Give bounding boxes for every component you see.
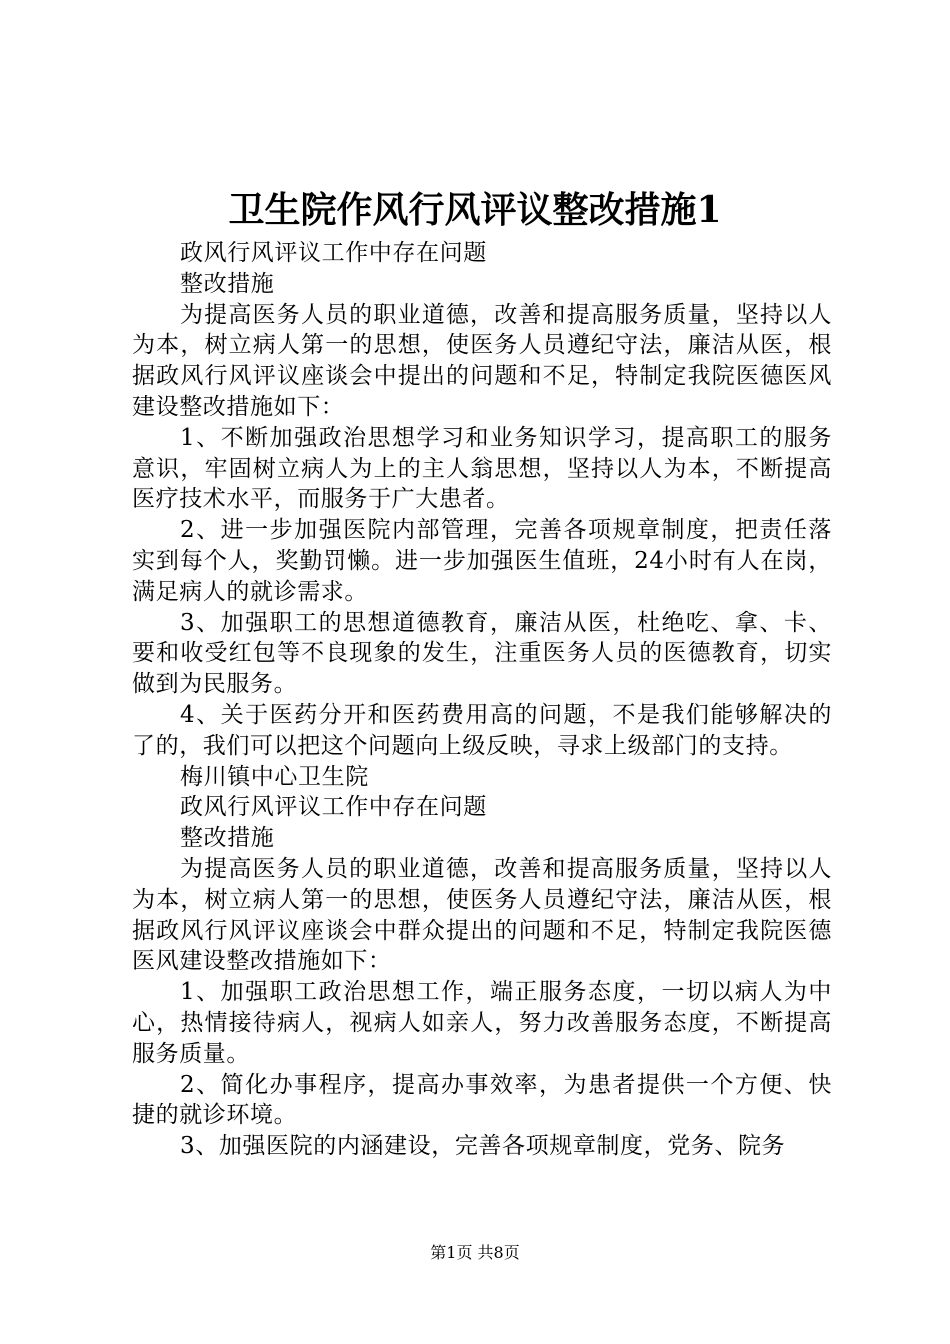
organization-name: 梅川镇中心卫生院 <box>180 763 369 790</box>
body-paragraph: 4、关于医药分开和医药费用高的问题，不是我们能够解决的了的，我们可以把这个问题向上级反映，寻求上级部门的支持。 <box>132 701 832 759</box>
body-paragraph: 3、加强医院的内涵建设，完善各项规章制度，党务、院务 <box>180 1133 786 1160</box>
section-heading: 整改措施 <box>180 825 275 852</box>
body-paragraph: 1、加强职工政治思想工作，端正服务态度，一切以病人为中心，热情接待病人，视病人如亲人，努力改善服务态度，不断提高服务质量。 <box>132 979 832 1067</box>
body-paragraph: 2、简化办事程序，提高办事效率，为患者提供一个方便、快捷的就诊环境。 <box>132 1071 832 1129</box>
body-paragraph: 3、加强职工的思想道德教育，廉洁从医，杜绝吃、拿、卡、要和收受红包等不良现象的发生，注重医务人员的医德教育，切实做到为民服务。 <box>132 609 832 698</box>
body-paragraph: 2、进一步加强医院内部管理，完善各项规章制度，把责任落实到每个人，奖勤罚懒。进一步加强医生值班，24小时有人在岗，满足病人的就诊需求。 <box>132 517 832 605</box>
document-title: 卫生院作风行风评议整改措施1 <box>228 189 722 231</box>
body-paragraph: 为提高医务人员的职业道德，改善和提高服务质量，坚持以人为本，树立病人第一的思想，使医务人员遵纪守法，廉洁从医，根据政风行风评议座谈会中提出的问题和不足，特制定我院医德医风建设整改措施如下： <box>132 301 832 420</box>
body-paragraph: 1、不断加强政治思想学习和业务知识学习，提高职工的服务意识，牢固树立病人为上的主人翁思想，坚持以人为本，不断提高医疗技术水平，而服务于广大患者。 <box>132 424 832 513</box>
section-heading: 政风行风评议工作中存在问题 <box>180 240 487 266</box>
section-heading: 政风行风评议工作中存在问题 <box>180 794 487 821</box>
body-paragraph: 为提高医务人员的职业道德，改善和提高服务质量，坚持以人为本，树立病人第一的思想，使医务人员遵纪守法，廉洁从医，根据政风行风评议座谈会中群众提出的问题和不足，特制定我院医德医风建设整改措施如下： <box>132 855 832 975</box>
page-number-footer: 第1页 共8页 <box>430 1243 520 1262</box>
document-body <box>132 238 832 1162</box>
section-heading: 整改措施 <box>180 270 275 297</box>
